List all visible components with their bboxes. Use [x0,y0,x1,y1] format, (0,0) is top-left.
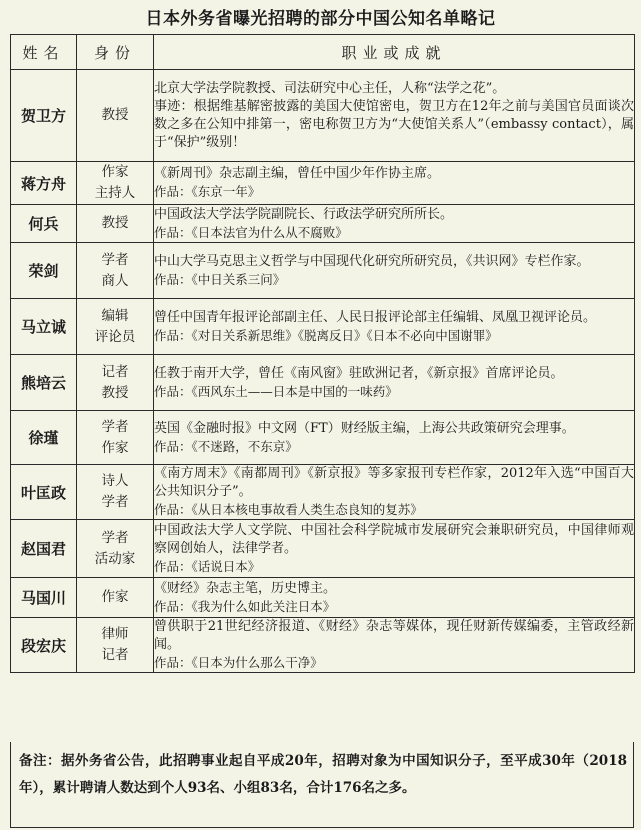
identity-label: 教授 [101,215,129,231]
works-text: 作品：《对日关系新思维》《脱离反日》《日本不必向中国谢罪》 [154,327,498,343]
identity-label: 商人 [101,272,129,289]
identity-label: 编辑 [101,307,129,324]
career-text: 任教于南开大学，曾任《南风窗》驻欧洲记者，《新京报》首席评论员。 [154,365,564,381]
identity-label: 学者 [101,494,129,510]
table-row [11,70,635,162]
table-row [11,355,635,411]
person-name: 马国川 [11,578,77,618]
career-text: 曾任中国青年报评论部副主任、人民日报评论部主任编辑、凤凰卫视评论员。 [154,309,597,325]
person-identity [77,243,154,299]
person-identity [77,162,154,205]
person-name: 叶匡政 [11,465,77,520]
person-name: 熊培云 [11,355,77,411]
identity-label: 学者 [101,251,129,268]
identity-label: 诗人 [101,473,129,489]
person-name: 荣剑 [11,243,77,299]
identity-label: 作家 [101,589,129,605]
identity-label: 律师 [101,626,129,642]
identity-label: 教授 [101,107,129,123]
works-text: 作品：《西风东土——日本是中国的一味药》 [154,383,398,399]
person-name: 段宏庆 [11,618,77,673]
person-name: 赵国君 [11,520,77,578]
career-description [154,162,635,205]
identity-label: 记者 [101,363,129,380]
table-row [11,299,635,355]
career-text: 《南方周末》《南都周刊》《新京报》等多家报刊专栏作家，2012年入选“中国百大公共知识分子”。 [154,466,634,499]
career-text: 事迹：根据维基解密披露的美国大使馆密电，贺卫方在12年之前与美国官员面谈次数之多在公知中排第一，密电称贺卫方为“大使馆关系人”（embassy contact），属于“保护”级别！ [154,98,634,150]
document-title: 日本外务省曝光招聘的部分中国公知名单略记 [145,9,496,29]
header-career: 职业或成就 [154,35,635,70]
career-text: 曾供职于21世纪经济报道、《财经》杂志等媒体，现任财新传媒编委，主管政经新闻。 [154,619,634,652]
person-identity [77,618,154,673]
table-row [11,205,635,243]
career-description [154,299,635,355]
works-text: 作品：《中日关系三问》 [154,271,286,287]
identity-label: 主持人 [94,185,136,201]
career-description [154,411,635,465]
person-identity [77,355,154,411]
identity-label: 作家 [101,164,129,180]
career-text: 《财经》杂志主笔，历史博主。 [154,580,337,596]
works-text: 作品：《话说日本》 [154,558,261,574]
career-description [154,578,635,618]
career-text: 北京大学法学院教授、司法研究中心主任，人称“法学之花”。 [154,80,506,96]
career-description [154,618,635,673]
person-identity [77,411,154,465]
header-identity: 身份 [77,35,154,70]
roster-table [10,34,635,673]
table-header-row [11,35,635,70]
works-text: 作品：《日本为什么那么干净》 [154,655,323,670]
identity-label: 活动家 [94,550,136,567]
works-text: 作品：《东京一年》 [154,184,261,199]
works-text: 作品：《日本法官为什么从不腐败》 [154,224,348,240]
person-identity [77,70,154,162]
table-row [11,520,635,578]
identity-label: 学者 [101,529,129,546]
person-identity [77,578,154,618]
person-identity [77,299,154,355]
works-text: 作品：《从日本核电事故看人类生态良知的复苏》 [154,502,423,517]
works-text: 作品：《我为什么如此关注日本》 [154,598,336,614]
identity-label: 评论员 [94,328,136,345]
person-name: 蒋方舟 [11,162,77,205]
person-name: 何兵 [11,205,77,243]
person-identity [77,520,154,578]
career-description [154,355,635,411]
table-row [11,411,635,465]
career-description [154,70,635,162]
career-text: 中国政法大学法学院副院长、行政法学研究所所长。 [154,206,454,222]
career-text: 《新周刊》杂志副主编，曾任中国少年作协主席。 [154,166,441,181]
identity-label: 学者 [101,418,129,435]
table-row [11,618,635,673]
identity-label: 作家 [101,439,129,456]
identity-label: 记者 [101,647,129,663]
table-row [11,243,635,299]
career-description [154,243,635,299]
footnote: 备注：据外务省公告，此招聘事业起自平成20年，招聘对象为中国知识分子，至平成30年（2018年），累计聘请人数达到个人93名、小组83名，合计176名之多。 [10,742,634,828]
identity-label: 教授 [101,384,129,401]
career-description [154,205,635,243]
career-description [154,465,635,520]
person-identity [77,205,154,243]
person-name: 贺卫方 [11,70,77,162]
person-name: 马立诚 [11,299,77,355]
table-row [11,162,635,205]
header-name: 姓名 [11,35,77,70]
career-text: 中国政法大学人文学院、中国社会科学院城市发展研究会兼职研究员，中国律师观察网创始人，法律学者。 [154,522,634,556]
person-name: 徐瑾 [11,411,77,465]
works-text: 作品：《不迷路，不东京》 [154,438,298,454]
career-text: 英国《金融时报》中文网（FT）财经版主编，上海公共政策研究会理事。 [154,420,575,436]
career-text: 中山大学马克思主义哲学与中国现代化研究所研究员，《共识网》专栏作家。 [154,253,590,269]
person-identity [77,465,154,520]
table-row [11,465,635,520]
table-row [11,578,635,618]
career-description [154,520,635,578]
